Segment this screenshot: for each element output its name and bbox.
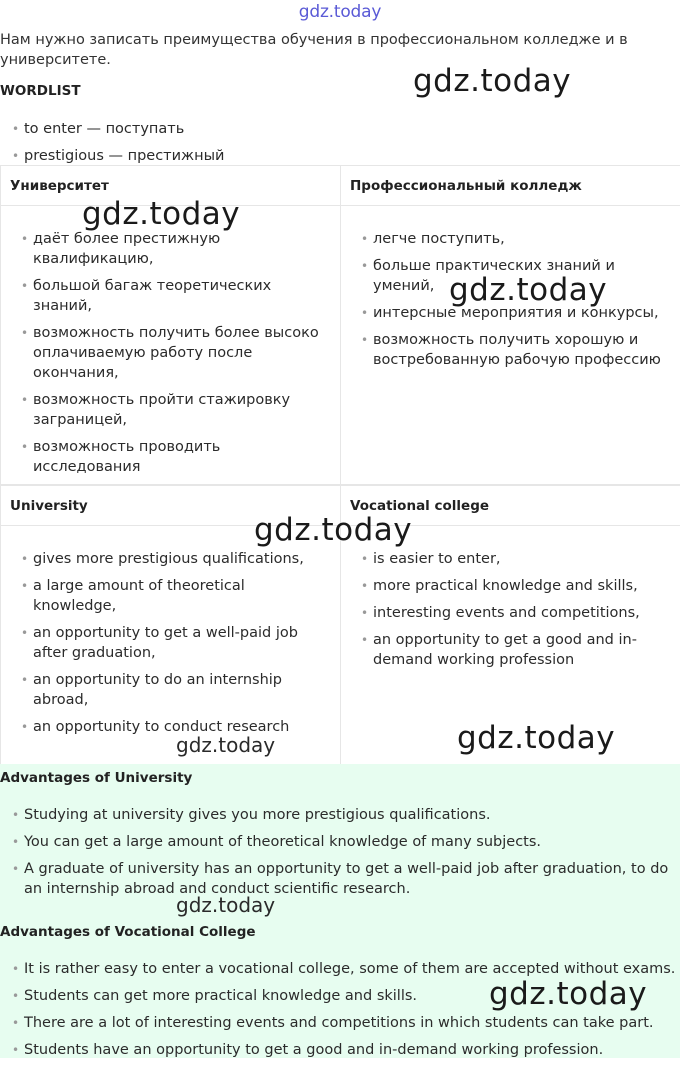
advantages-university-title: Advantages of University	[0, 768, 192, 788]
list-item: • an opportunity to do an internship abroad,	[9, 670, 332, 710]
list-item: • возможность проводить исследования	[9, 437, 332, 477]
watermark: gdz.today	[449, 273, 607, 307]
list-item: • an opportunity to get a good and in-demand working profession	[349, 630, 672, 670]
watermark: gdz.today	[413, 64, 571, 98]
list-item: • возможность пройти стажировку заграницей,	[9, 390, 332, 430]
list-item: • больше практических знаний и умений,	[349, 256, 672, 296]
list-item: • more practical knowledge and skills,	[349, 576, 672, 596]
list-item: • interesting events and competitions,	[349, 603, 672, 623]
list-item: • Studying at university gives you more prestigious qualifications.	[0, 805, 676, 825]
table-header: Университет	[1, 166, 341, 206]
watermark: gdz.today	[489, 977, 647, 1011]
list-item: • A graduate of university has an opportunity to get a well-paid job after graduation, to do an internship abroad and conduct scientific research.	[0, 859, 676, 899]
list-item: • You can get a large amount of theoretical knowledge of many subjects.	[0, 832, 676, 852]
list-item: • возможность получить более высоко оплачиваемую работу после окончания,	[9, 323, 332, 383]
list-item: • возможность получить хорошую и востребованную рабочую профессию	[349, 330, 672, 370]
table-cell	[1, 206, 341, 485]
table-cell	[1, 526, 341, 765]
watermark: gdz.today	[457, 721, 615, 755]
list-item: • Students can get more practical knowledge and skills.	[0, 986, 676, 1006]
table-cell	[341, 206, 680, 485]
list-item: • легче поступить,	[349, 229, 672, 249]
wordlist-title: WORDLIST	[0, 81, 81, 101]
intro-text: Нам нужно записать преимущества обучения в профессиональном колледже и в университете.	[0, 30, 676, 70]
advantages-university-list	[0, 805, 676, 906]
list-item: • It is rather easy to enter a vocational college, some of them are accepted without exams.	[0, 959, 676, 979]
wordlist-item: • to enter — поступать	[0, 119, 680, 139]
table-header: Профессиональный колледж	[341, 166, 680, 206]
wordlist-item: • prestigious — престижный	[0, 146, 680, 166]
table-header: Vocational college	[341, 486, 680, 526]
list-item: • большой багаж теоретических знаний,	[9, 276, 332, 316]
watermark: gdz.today	[254, 513, 412, 547]
watermark: gdz.today	[176, 734, 275, 756]
list-item: • an opportunity to get a well-paid job after graduation,	[9, 623, 332, 663]
list-item: • is easier to enter,	[349, 549, 672, 569]
watermark: gdz.today	[176, 894, 275, 916]
list-item: • Students have an opportunity to get a good and in-demand working profession.	[0, 1040, 676, 1060]
watermark: gdz.today	[82, 197, 240, 231]
site-logo[interactable]: gdz.today	[0, 2, 680, 22]
list-item: • интерсные мероприятия и конкурсы,	[349, 303, 672, 323]
list-item: • gives more prestigious qualifications,	[9, 549, 332, 569]
list-item: • There are a lot of interesting events and competitions in which students can take part.	[0, 1013, 676, 1033]
list-item: • a large amount of theoretical knowledge,	[9, 576, 332, 616]
list-item: • an opportunity to conduct research	[9, 717, 332, 737]
table-header: University	[1, 486, 341, 526]
list-item: • даёт более престижную квалификацию,	[9, 229, 332, 269]
advantages-college-title: Advantages of Vocational College	[0, 922, 256, 942]
